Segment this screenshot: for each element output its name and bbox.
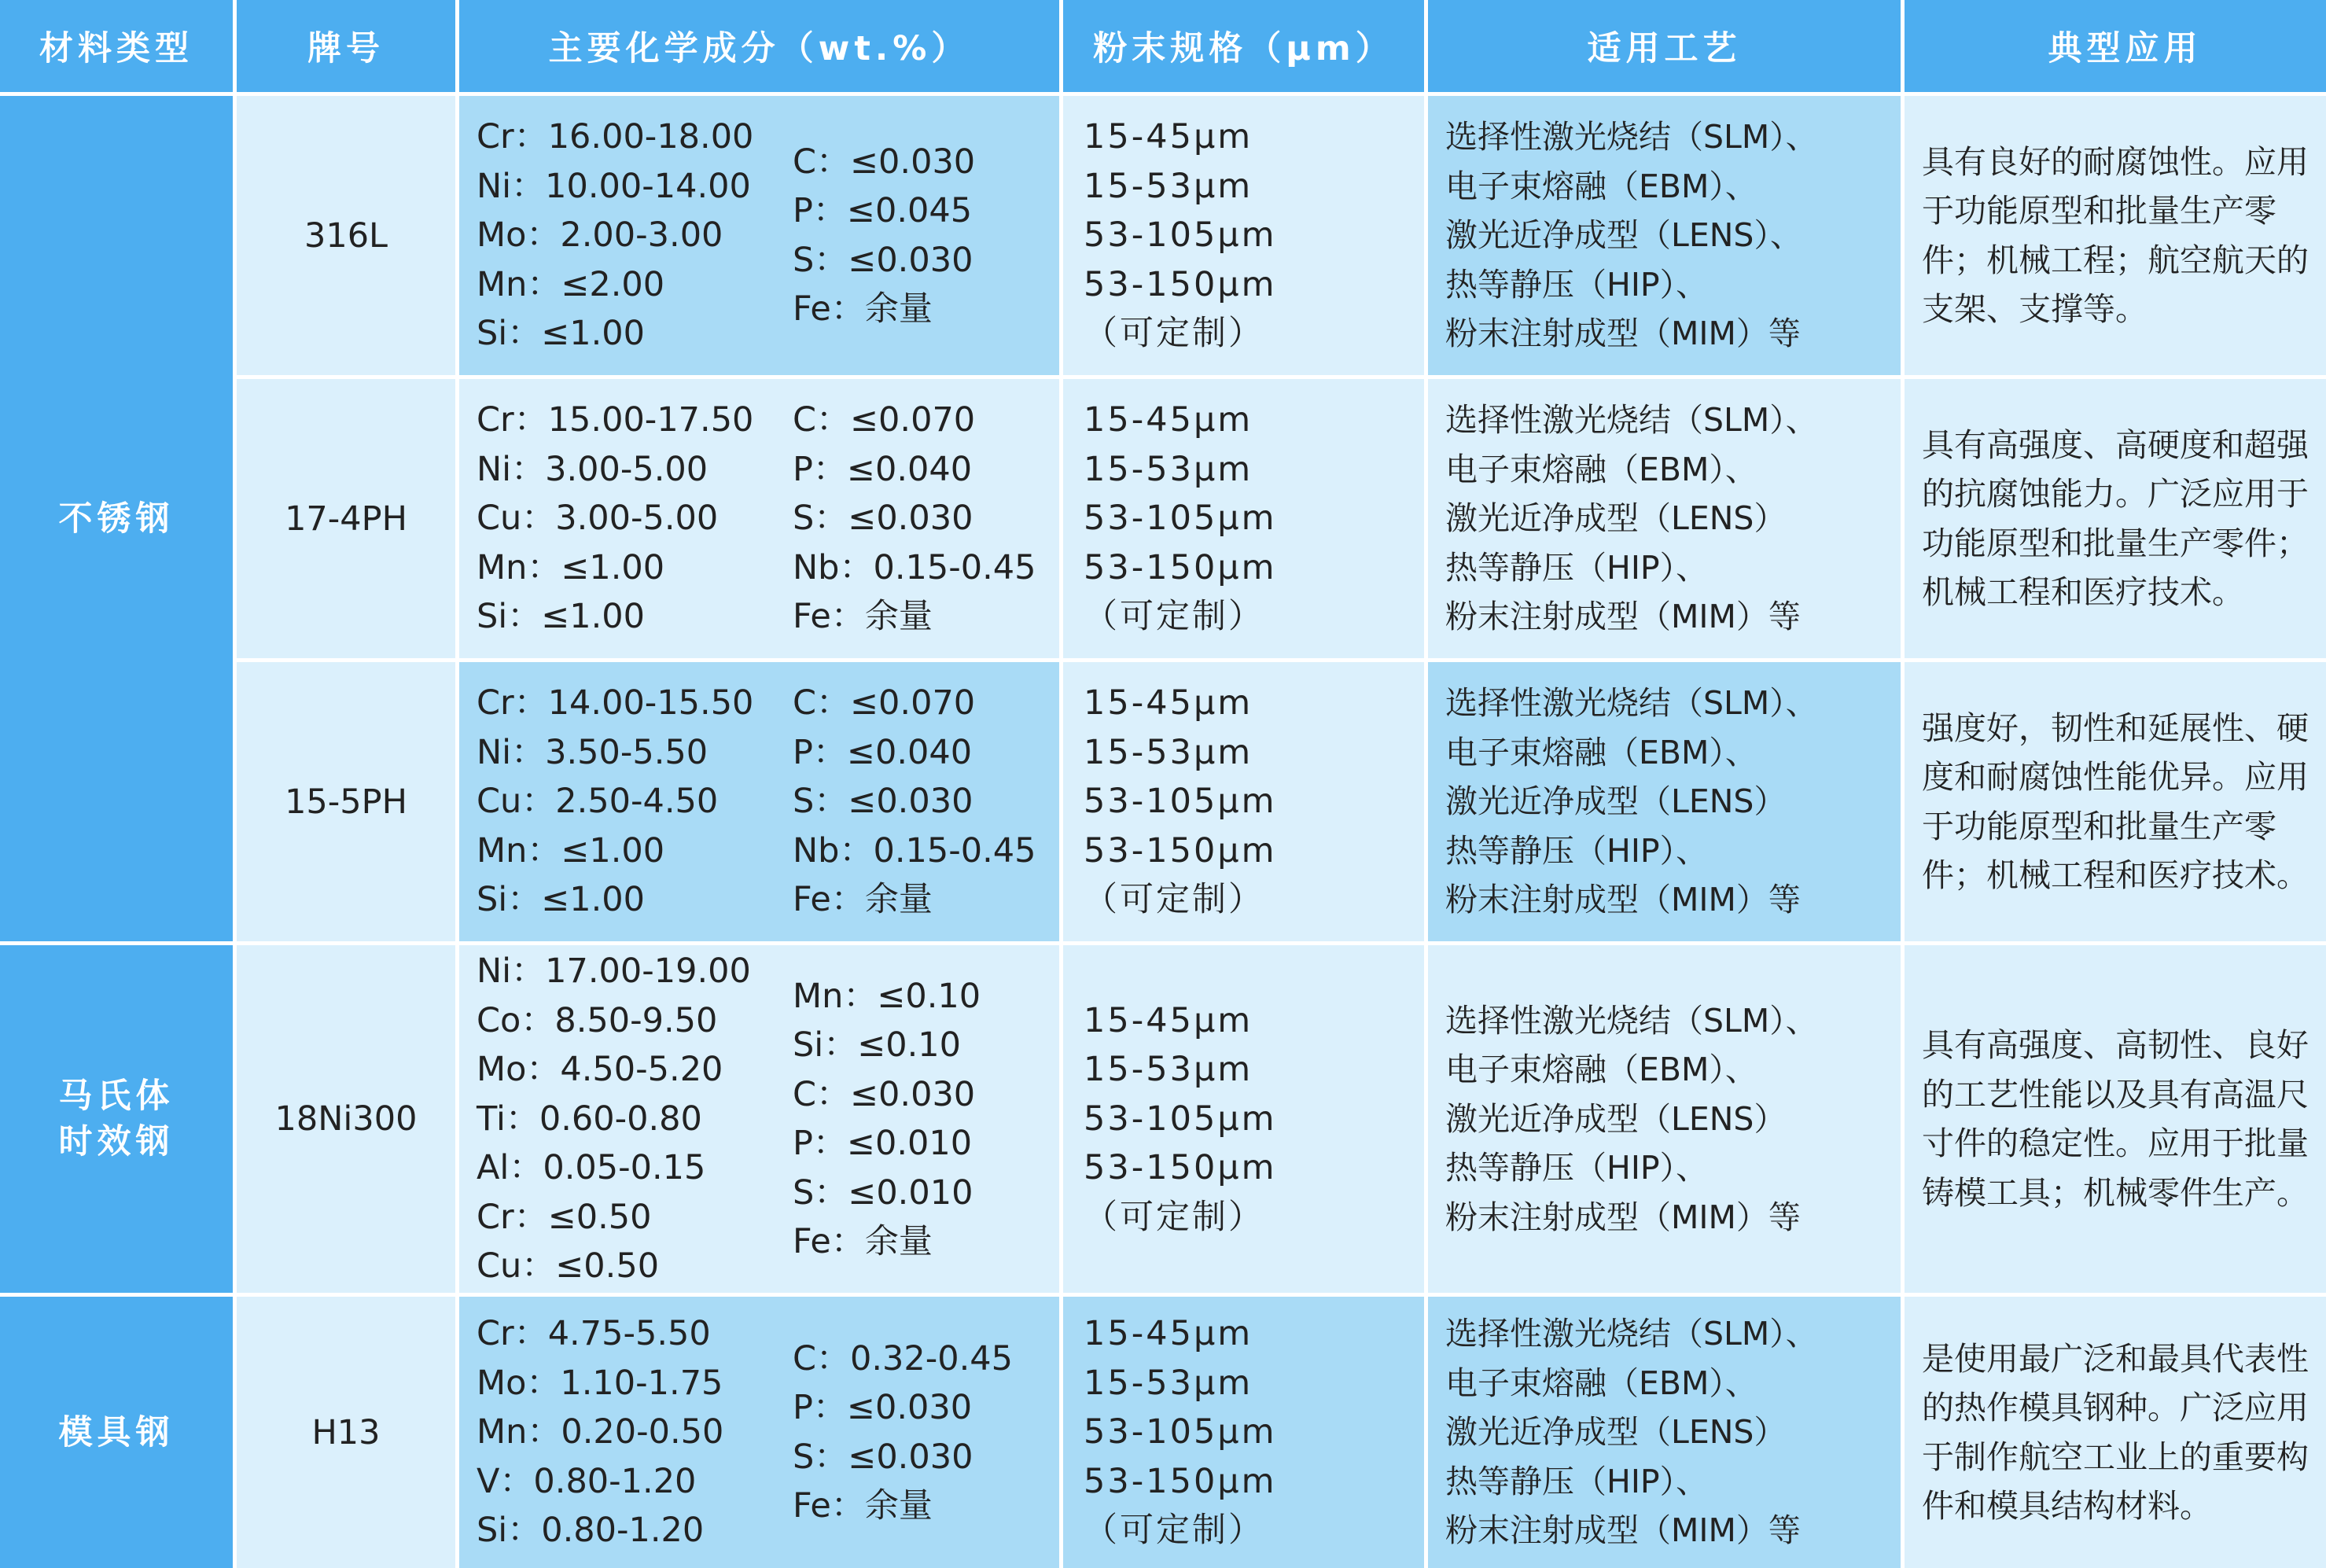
powder-size: 53-150μm: [1084, 1461, 1277, 1501]
application-cell: [1905, 662, 2326, 941]
header-chemical-composition: 主要化学成分（wt.%）: [459, 0, 1059, 92]
composition-item: Al：0.05-0.15: [477, 1148, 706, 1188]
powder-size: 15-45μm: [1084, 1000, 1253, 1040]
composition-cell: [459, 662, 1059, 941]
composition-item: S：≤0.030: [793, 782, 973, 822]
composition-item: Ni：3.50-5.50: [477, 732, 708, 772]
process-item: 激光近净成型（LENS）: [1445, 782, 1787, 821]
powder-size: 53-105μm: [1084, 1099, 1277, 1139]
composition-item: Nb：0.15-0.45: [793, 830, 1036, 870]
composition-left: [477, 396, 793, 642]
composition-item: Fe：余量: [793, 880, 933, 920]
composition-item: Si：≤1.00: [477, 880, 646, 920]
composition-item: Ni：17.00-19.00: [477, 951, 751, 992]
composition-item: Mn：≤2.00: [477, 264, 665, 304]
composition-item: Mo：1.10-1.75: [477, 1363, 723, 1403]
composition-cell: [459, 96, 1059, 375]
process-item: 粉末注射成型（MIM）等: [1445, 1198, 1801, 1236]
grade-cell: 316L: [237, 96, 455, 375]
header-material-type: 材料类型: [0, 0, 233, 92]
process-item: 激光近净成型（LENS）: [1445, 499, 1787, 538]
composition-item: Cr：≤0.50: [477, 1197, 652, 1237]
grade-cell: 18Ni300: [237, 945, 455, 1293]
composition-item: Mn：0.20-0.50: [477, 1412, 724, 1452]
process-item: 粉末注射成型（MIM）等: [1445, 1511, 1801, 1550]
process-cell: [1428, 379, 1901, 658]
process-item: 选择性激光烧结（SLM）、: [1445, 118, 1818, 156]
composition-item: Cr：4.75-5.50: [477, 1314, 711, 1354]
application-cell: [1905, 945, 2326, 1293]
composition-item: C：≤0.030: [793, 142, 976, 182]
composition-left: [477, 947, 793, 1291]
composition-item: Ni：3.00-5.00: [477, 449, 708, 489]
composition-item: Fe：余量: [793, 1486, 933, 1526]
composition-item: Mo：4.50-5.20: [477, 1050, 723, 1090]
composition-left: [477, 679, 793, 925]
process-item: 粉末注射成型（MIM）等: [1445, 315, 1801, 353]
process-item: 热等静压（HIP）、: [1445, 548, 1709, 587]
process-item: 选择性激光烧结（SLM）、: [1445, 684, 1818, 723]
powder-spec-cell: [1063, 379, 1424, 658]
composition-left: [477, 112, 793, 359]
powder-size: 15-53μm: [1084, 1363, 1253, 1403]
powder-size: 53-150μm: [1084, 264, 1277, 304]
composition-item: C：0.32-0.45: [793, 1338, 1014, 1378]
application-text: 强度好，韧性和延展性、硬度和耐腐蚀性能优异。应用于功能原型和批量生产零件；机械工程和医疗技术。: [1922, 709, 2309, 894]
composition-item: Co：8.50-9.50: [477, 1000, 718, 1040]
composition-item: S：≤0.030: [793, 1437, 973, 1477]
composition-item: S：≤0.010: [793, 1172, 973, 1213]
composition-right: [793, 396, 1059, 642]
process-item: 电子束熔融（EBM）、: [1445, 733, 1757, 771]
powder-size: 15-53μm: [1084, 1050, 1253, 1090]
composition-right: [793, 972, 1059, 1267]
composition-item: Si：≤1.00: [477, 314, 646, 354]
powder-size: 15-53μm: [1084, 449, 1253, 489]
powder-size: （可定制）: [1084, 1197, 1264, 1237]
composition-item: Cu：≤0.50: [477, 1246, 660, 1286]
process-cell: [1428, 96, 1901, 375]
process-item: 电子束熔融（EBM）、: [1445, 450, 1757, 488]
category-tool-steel: 模具钢: [0, 1297, 233, 1568]
application-text: 是使用最广泛和最具代表性的热作模具钢种。广泛应用于制作航空工业上的重要构件和模具结构材料。: [1922, 1339, 2309, 1525]
powder-size: （可定制）: [1084, 1511, 1264, 1551]
application-cell: [1905, 96, 2326, 375]
composition-item: C：≤0.070: [793, 400, 976, 440]
process-item: 热等静压（HIP）、: [1445, 831, 1709, 870]
composition-left: [477, 1309, 793, 1555]
composition-item: P：≤0.040: [793, 732, 973, 772]
powder-size: 53-105μm: [1084, 782, 1277, 822]
process-item: 热等静压（HIP）、: [1445, 1149, 1709, 1187]
composition-item: Nb：0.15-0.45: [793, 547, 1036, 587]
process-item: 激光近净成型（LENS）: [1445, 1099, 1787, 1138]
composition-item: Si：≤1.00: [477, 597, 646, 637]
composition-cell: [459, 379, 1059, 658]
application-cell: [1905, 1297, 2326, 1568]
composition-item: Si：≤0.10: [793, 1025, 962, 1065]
grade-cell: 17-4PH: [237, 379, 455, 658]
composition-item: P：≤0.040: [793, 449, 973, 489]
composition-item: Mn：≤1.00: [477, 830, 665, 870]
composition-item: Cu：2.50-4.50: [477, 782, 719, 822]
powder-size: 53-105μm: [1084, 1412, 1277, 1452]
composition-item: Ti：0.60-0.80: [477, 1099, 702, 1139]
composition-item: Cr：16.00-18.00: [477, 117, 754, 157]
composition-item: Cu：3.00-5.00: [477, 499, 719, 539]
composition-item: Fe：余量: [793, 597, 933, 637]
process-item: 粉末注射成型（MIM）等: [1445, 598, 1801, 636]
composition-item: P：≤0.030: [793, 1388, 973, 1427]
composition-item: Mn：≤0.10: [793, 976, 981, 1016]
composition-item: V：0.80-1.20: [477, 1461, 697, 1501]
composition-item: Cr：15.00-17.50: [477, 400, 754, 440]
powder-spec-cell: [1063, 945, 1424, 1293]
process-item: 激光近净成型（LENS）: [1445, 1413, 1787, 1452]
application-text: 具有高强度、高硬度和超强的抗腐蚀能力。广泛应用于功能原型和批量生产零件；机械工程和医疗技术。: [1922, 425, 2309, 611]
category-stainless-steel: 不锈钢: [0, 96, 233, 941]
composition-item: Mo：2.00-3.00: [477, 215, 723, 256]
composition-item: Fe：余量: [793, 1222, 933, 1261]
powder-size: （可定制）: [1084, 880, 1264, 920]
powder-spec-cell: [1063, 96, 1424, 375]
grade-cell: 15-5PH: [237, 662, 455, 941]
composition-item: S：≤0.030: [793, 499, 973, 539]
composition-item: Cr：14.00-15.50: [477, 683, 754, 723]
header-powder-spec: 粉末规格（μm）: [1063, 0, 1424, 92]
composition-item: Mn：≤1.00: [477, 547, 665, 587]
category-maraging-steel: 马氏体 时效钢: [0, 945, 233, 1293]
composition-item: C：≤0.070: [793, 683, 976, 723]
process-item: 选择性激光烧结（SLM）、: [1445, 401, 1818, 440]
composition-item: Si：0.80-1.20: [477, 1511, 705, 1551]
process-item: 激光近净成型（LENS）、: [1445, 216, 1802, 255]
process-item: 选择性激光烧结（SLM）、: [1445, 1315, 1818, 1353]
composition-right: [793, 1334, 1059, 1531]
powder-size: 15-45μm: [1084, 1314, 1253, 1354]
process-cell: [1428, 662, 1901, 941]
composition-item: P：≤0.045: [793, 191, 973, 230]
composition-cell: [459, 945, 1059, 1293]
powder-spec-cell: [1063, 1297, 1424, 1568]
process-item: 选择性激光烧结（SLM）、: [1445, 1001, 1818, 1040]
application-text: 具有高强度、高韧性、良好的工艺性能以及具有高温尺寸件的稳定性。应用于批量铸模工具；机械零件生产。: [1922, 1026, 2309, 1212]
composition-cell: [459, 1297, 1059, 1568]
powder-size: 53-150μm: [1084, 547, 1277, 587]
powder-size: 53-150μm: [1084, 1148, 1277, 1188]
process-item: 电子束熔融（EBM）、: [1445, 167, 1757, 205]
powder-size: （可定制）: [1084, 314, 1264, 354]
powder-size: 15-53μm: [1084, 732, 1253, 772]
powder-size: 15-45μm: [1084, 117, 1253, 157]
composition-item: Fe：余量: [793, 289, 933, 329]
header-process: 适用工艺: [1428, 0, 1901, 92]
header-grade: 牌号: [237, 0, 455, 92]
grade-cell: H13: [237, 1297, 455, 1568]
application-text: 具有良好的耐腐蚀性。应用于功能原型和批量生产零件；机械工程；航空航天的支架、支撑等。: [1922, 142, 2309, 328]
powder-size: （可定制）: [1084, 597, 1264, 637]
powder-size: 15-53μm: [1084, 166, 1253, 206]
header-application: 典型应用: [1905, 0, 2326, 92]
powder-size: 53-105μm: [1084, 215, 1277, 256]
process-cell: [1428, 1297, 1901, 1568]
process-item: 热等静压（HIP）、: [1445, 265, 1709, 304]
composition-right: [793, 138, 1059, 334]
powder-size: 53-150μm: [1084, 830, 1277, 870]
application-cell: [1905, 379, 2326, 658]
process-item: 电子束熔融（EBM）、: [1445, 1364, 1757, 1402]
process-item: 热等静压（HIP）、: [1445, 1462, 1709, 1500]
process-item: 电子束熔融（EBM）、: [1445, 1051, 1757, 1089]
powder-size: 53-105μm: [1084, 499, 1277, 539]
powder-size: 15-45μm: [1084, 400, 1253, 440]
powder-size: 15-45μm: [1084, 683, 1253, 723]
process-cell: [1428, 945, 1901, 1293]
composition-item: P：≤0.010: [793, 1124, 973, 1163]
process-item: 粉末注射成型（MIM）等: [1445, 881, 1801, 919]
composition-item: C：≤0.030: [793, 1074, 976, 1114]
powder-spec-cell: [1063, 662, 1424, 941]
composition-item: S：≤0.030: [793, 240, 973, 280]
composition-item: Ni：10.00-14.00: [477, 166, 751, 206]
composition-right: [793, 679, 1059, 925]
